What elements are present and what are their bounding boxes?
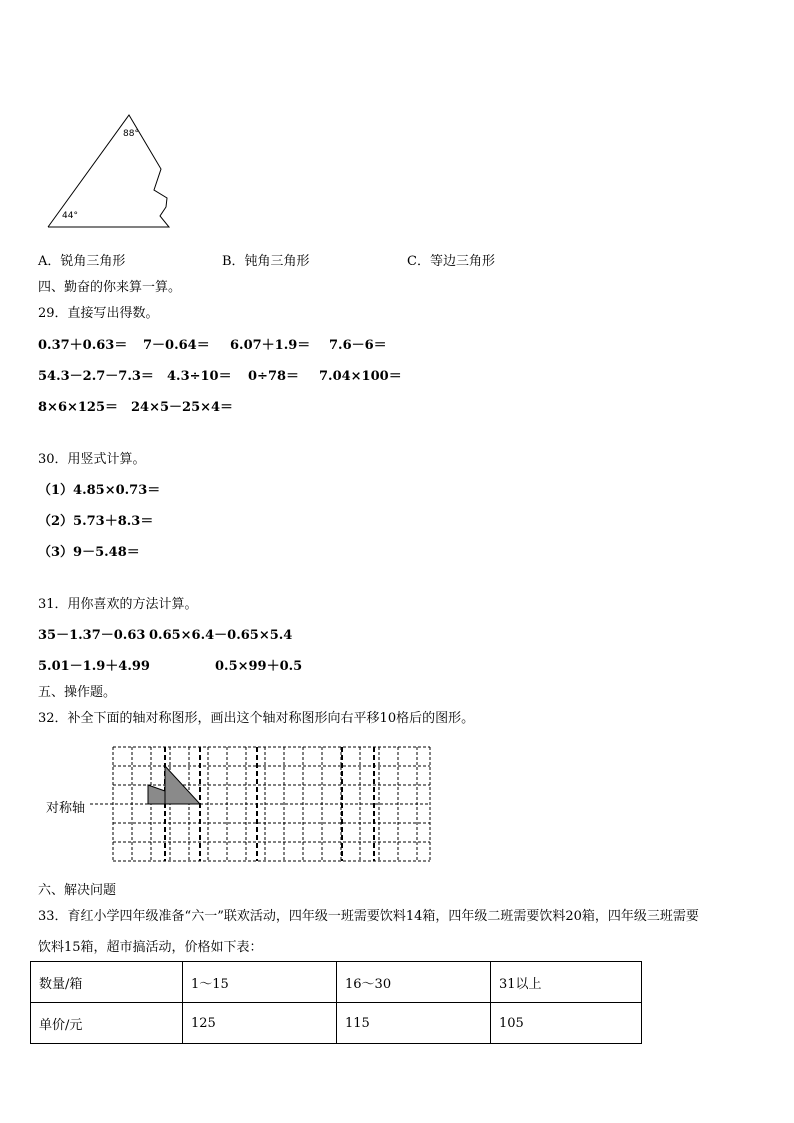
q30-title: 30．用竖式计算。 [38, 452, 146, 467]
table-cell: 单价/元 [31, 1003, 183, 1044]
triangle-figure [40, 105, 180, 235]
q29-item: 0.37＋0.63＝ [38, 338, 128, 353]
angle-88-label: 88° [123, 129, 139, 139]
option-a: A．锐角三角形 [38, 254, 126, 269]
q30-item: （3）9－5.48＝ [38, 545, 140, 560]
q30-item: （1）4.85×0.73＝ [38, 483, 161, 498]
section-5-title: 五、操作题。 [38, 685, 117, 700]
symmetry-grid [90, 742, 440, 867]
q29-item: 4.3÷10＝ [167, 369, 232, 384]
q29-item: 24×5－25×4＝ [131, 400, 234, 415]
q30-item: （2）5.73＋8.3＝ [38, 514, 154, 529]
q31-item: 5.01－1.9＋4.99 [38, 659, 150, 674]
q29-title: 29．直接写出得数。 [38, 306, 159, 321]
table-cell: 125 [183, 1003, 337, 1044]
option-b: B．钝角三角形 [222, 254, 310, 269]
angle-44-label: 44° [62, 211, 78, 221]
table-cell: 31以上 [491, 962, 642, 1003]
q29-item: 7.6－6＝ [329, 338, 387, 353]
section-4-title: 四、勤奋的你来算一算。 [38, 280, 182, 295]
table-cell: 16～30 [337, 962, 491, 1003]
q29-item: 7.04×100＝ [319, 369, 402, 384]
option-c: C．等边三角形 [407, 254, 495, 269]
table-row [31, 962, 642, 1003]
table-row [31, 1003, 642, 1044]
q31-item: 35－1.37－0.63 [38, 628, 146, 643]
q29-item: 8×6×125＝ [38, 400, 119, 415]
table-cell: 115 [337, 1003, 491, 1044]
q31-item: 0.65×6.4－0.65×5.4 [149, 628, 293, 643]
q31-item: 0.5×99＋0.5 [215, 659, 303, 674]
axis-label: 对称轴 [46, 801, 86, 816]
q33-line1: 33．育红小学四年级准备“六一”联欢活动，四年级一班需要饮料14箱，四年级二班需要饮料20箱，四年级三班需要 [38, 909, 699, 924]
q29-item: 0÷78＝ [248, 369, 300, 384]
q32-title: 32．补全下面的轴对称图形，画出这个轴对称图形向右平移10格后的图形。 [38, 711, 475, 726]
q29-item: 54.3－2.7－7.3＝ [38, 369, 154, 384]
table-cell: 105 [491, 1003, 642, 1044]
q29-item: 7－0.64＝ [143, 338, 210, 353]
table-cell: 数量/箱 [31, 962, 183, 1003]
q29-item: 6.07＋1.9＝ [230, 338, 311, 353]
price-table [30, 961, 642, 1044]
section-6-title: 六、解决问题 [38, 883, 117, 898]
q31-title: 31．用你喜欢的方法计算。 [38, 597, 198, 612]
q33-line2: 饮料15箱，超市搞活动，价格如下表： [38, 940, 263, 955]
table-cell: 1～15 [183, 962, 337, 1003]
